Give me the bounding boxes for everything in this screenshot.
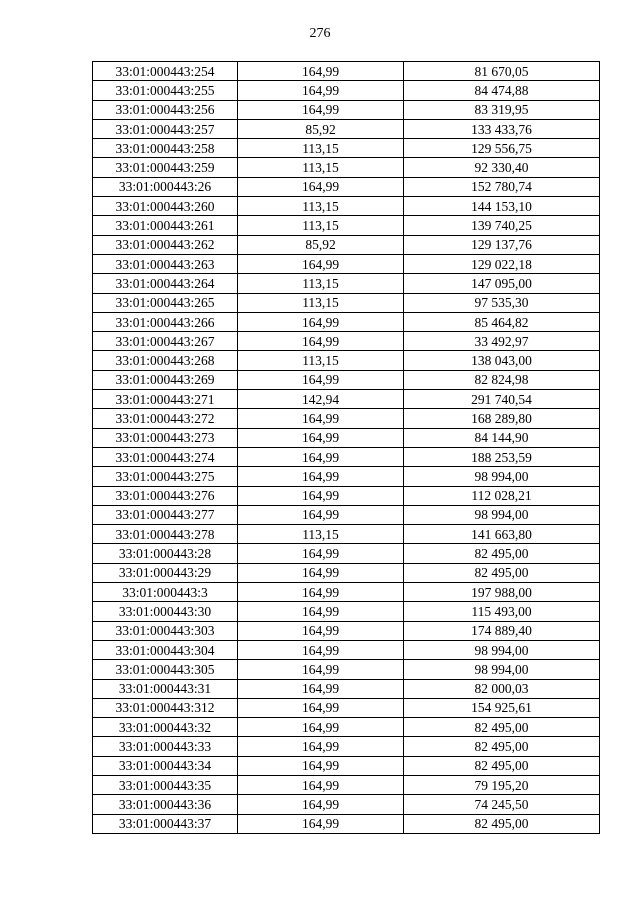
area-cell: 164,99 [238, 467, 404, 486]
table-row [93, 467, 600, 486]
area-cell: 164,99 [238, 698, 404, 717]
table-row [93, 447, 600, 466]
cadastral-number-cell: 33:01:000443:35 [93, 775, 238, 794]
cadastral-value-cell: 82 824,98 [404, 370, 600, 389]
cadastral-value-table [92, 61, 600, 834]
area-cell: 164,99 [238, 428, 404, 447]
cadastral-value-cell: 82 000,03 [404, 679, 600, 698]
table-row [93, 370, 600, 389]
cadastral-value-cell: 97 535,30 [404, 293, 600, 312]
cadastral-value-cell: 82 495,00 [404, 718, 600, 737]
area-cell: 164,99 [238, 370, 404, 389]
cadastral-number-cell: 33:01:000443:264 [93, 274, 238, 293]
cadastral-value-cell: 133 433,76 [404, 119, 600, 138]
table-row [93, 505, 600, 524]
cadastral-number-cell: 33:01:000443:31 [93, 679, 238, 698]
cadastral-value-cell: 82 495,00 [404, 544, 600, 563]
table-row [93, 81, 600, 100]
cadastral-number-cell: 33:01:000443:274 [93, 447, 238, 466]
area-cell: 113,15 [238, 158, 404, 177]
area-cell: 164,99 [238, 81, 404, 100]
table-row [93, 158, 600, 177]
cadastral-number-cell: 33:01:000443:36 [93, 795, 238, 814]
area-cell: 164,99 [238, 447, 404, 466]
cadastral-number-cell: 33:01:000443:261 [93, 216, 238, 235]
cadastral-value-cell: 82 495,00 [404, 814, 600, 833]
cadastral-value-cell: 129 556,75 [404, 139, 600, 158]
area-cell: 164,99 [238, 737, 404, 756]
table-row [93, 216, 600, 235]
cadastral-value-cell: 112 028,21 [404, 486, 600, 505]
cadastral-value-cell: 83 319,95 [404, 100, 600, 119]
area-cell: 113,15 [238, 139, 404, 158]
cadastral-number-cell: 33:01:000443:262 [93, 235, 238, 254]
cadastral-number-cell: 33:01:000443:260 [93, 197, 238, 216]
area-cell: 164,99 [238, 544, 404, 563]
area-cell: 164,99 [238, 660, 404, 679]
cadastral-value-cell: 85 464,82 [404, 312, 600, 331]
cadastral-value-cell: 139 740,25 [404, 216, 600, 235]
cadastral-value-cell: 147 095,00 [404, 274, 600, 293]
area-cell: 164,99 [238, 718, 404, 737]
cadastral-number-cell: 33:01:000443:30 [93, 602, 238, 621]
table-row [93, 583, 600, 602]
cadastral-value-cell: 84 474,88 [404, 81, 600, 100]
cadastral-number-cell: 33:01:000443:3 [93, 583, 238, 602]
table-row [93, 795, 600, 814]
cadastral-number-cell: 33:01:000443:265 [93, 293, 238, 312]
area-cell: 113,15 [238, 274, 404, 293]
table-row [93, 197, 600, 216]
area-cell: 164,99 [238, 332, 404, 351]
cadastral-number-cell: 33:01:000443:266 [93, 312, 238, 331]
table-row [93, 602, 600, 621]
cadastral-value-cell: 82 495,00 [404, 756, 600, 775]
area-cell: 164,99 [238, 505, 404, 524]
cadastral-number-cell: 33:01:000443:276 [93, 486, 238, 505]
cadastral-number-cell: 33:01:000443:278 [93, 525, 238, 544]
table-row [93, 486, 600, 505]
area-cell: 113,15 [238, 216, 404, 235]
table-row [93, 390, 600, 409]
cadastral-number-cell: 33:01:000443:255 [93, 81, 238, 100]
area-cell: 164,99 [238, 486, 404, 505]
cadastral-number-cell: 33:01:000443:26 [93, 177, 238, 196]
area-cell: 164,99 [238, 602, 404, 621]
cadastral-number-cell: 33:01:000443:32 [93, 718, 238, 737]
cadastral-number-cell: 33:01:000443:275 [93, 467, 238, 486]
cadastral-number-cell: 33:01:000443:28 [93, 544, 238, 563]
cadastral-number-cell: 33:01:000443:268 [93, 351, 238, 370]
area-cell: 164,99 [238, 814, 404, 833]
cadastral-number-cell: 33:01:000443:272 [93, 409, 238, 428]
table-row [93, 177, 600, 196]
cadastral-value-cell: 154 925,61 [404, 698, 600, 717]
table-row [93, 640, 600, 659]
area-cell: 164,99 [238, 254, 404, 273]
cadastral-number-cell: 33:01:000443:258 [93, 139, 238, 158]
area-cell: 164,99 [238, 563, 404, 582]
cadastral-value-cell: 82 495,00 [404, 737, 600, 756]
cadastral-number-cell: 33:01:000443:267 [93, 332, 238, 351]
cadastral-number-cell: 33:01:000443:303 [93, 621, 238, 640]
table-row [93, 428, 600, 447]
area-cell: 164,99 [238, 756, 404, 775]
cadastral-number-cell: 33:01:000443:259 [93, 158, 238, 177]
table-row [93, 274, 600, 293]
cadastral-value-cell: 98 994,00 [404, 640, 600, 659]
table-row [93, 718, 600, 737]
table-row [93, 351, 600, 370]
table-row [93, 679, 600, 698]
cadastral-value-cell: 291 740,54 [404, 390, 600, 409]
cadastral-value-cell: 84 144,90 [404, 428, 600, 447]
table-row [93, 293, 600, 312]
cadastral-value-cell: 168 289,80 [404, 409, 600, 428]
cadastral-number-cell: 33:01:000443:312 [93, 698, 238, 717]
cadastral-value-cell: 81 670,05 [404, 62, 600, 81]
table-row [93, 409, 600, 428]
area-cell: 164,99 [238, 621, 404, 640]
table-row [93, 621, 600, 640]
cadastral-value-cell: 33 492,97 [404, 332, 600, 351]
area-cell: 164,99 [238, 795, 404, 814]
cadastral-value-cell: 74 245,50 [404, 795, 600, 814]
area-cell: 164,99 [238, 409, 404, 428]
cadastral-number-cell: 33:01:000443:254 [93, 62, 238, 81]
cadastral-value-cell: 82 495,00 [404, 563, 600, 582]
cadastral-value-cell: 98 994,00 [404, 467, 600, 486]
cadastral-value-cell: 129 022,18 [404, 254, 600, 273]
area-cell: 113,15 [238, 351, 404, 370]
area-cell: 164,99 [238, 679, 404, 698]
cadastral-number-cell: 33:01:000443:269 [93, 370, 238, 389]
cadastral-number-cell: 33:01:000443:305 [93, 660, 238, 679]
cadastral-value-cell: 79 195,20 [404, 775, 600, 794]
table-row [93, 312, 600, 331]
area-cell: 113,15 [238, 197, 404, 216]
area-cell: 113,15 [238, 525, 404, 544]
table-row [93, 756, 600, 775]
area-cell: 85,92 [238, 119, 404, 138]
table-row [93, 119, 600, 138]
area-cell: 164,99 [238, 640, 404, 659]
area-cell: 85,92 [238, 235, 404, 254]
cadastral-value-cell: 141 663,80 [404, 525, 600, 544]
cadastral-number-cell: 33:01:000443:34 [93, 756, 238, 775]
cadastral-number-cell: 33:01:000443:271 [93, 390, 238, 409]
cadastral-value-cell: 115 493,00 [404, 602, 600, 621]
table-row [93, 698, 600, 717]
area-cell: 164,99 [238, 100, 404, 119]
area-cell: 164,99 [238, 775, 404, 794]
table-row [93, 525, 600, 544]
area-cell: 164,99 [238, 583, 404, 602]
cadastral-value-cell: 174 889,40 [404, 621, 600, 640]
cadastral-value-cell: 92 330,40 [404, 158, 600, 177]
table-row [93, 332, 600, 351]
area-cell: 164,99 [238, 177, 404, 196]
table-row [93, 814, 600, 833]
cadastral-number-cell: 33:01:000443:273 [93, 428, 238, 447]
page-number: 276 [309, 26, 331, 41]
table-row [93, 737, 600, 756]
cadastral-value-cell: 98 994,00 [404, 505, 600, 524]
area-cell: 142,94 [238, 390, 404, 409]
area-cell: 113,15 [238, 293, 404, 312]
area-cell: 164,99 [238, 312, 404, 331]
area-cell: 164,99 [238, 62, 404, 81]
cadastral-number-cell: 33:01:000443:257 [93, 119, 238, 138]
table-row [93, 660, 600, 679]
cadastral-number-cell: 33:01:000443:256 [93, 100, 238, 119]
cadastral-value-cell: 144 153,10 [404, 197, 600, 216]
cadastral-number-cell: 33:01:000443:304 [93, 640, 238, 659]
cadastral-value-cell: 98 994,00 [404, 660, 600, 679]
table-row [93, 100, 600, 119]
cadastral-number-cell: 33:01:000443:263 [93, 254, 238, 273]
table-body [93, 62, 600, 834]
table-row [93, 563, 600, 582]
table-row [93, 254, 600, 273]
cadastral-number-cell: 33:01:000443:29 [93, 563, 238, 582]
cadastral-value-cell: 129 137,76 [404, 235, 600, 254]
table-row [93, 62, 600, 81]
cadastral-value-cell: 197 988,00 [404, 583, 600, 602]
cadastral-value-cell: 152 780,74 [404, 177, 600, 196]
table-row [93, 775, 600, 794]
cadastral-number-cell: 33:01:000443:33 [93, 737, 238, 756]
cadastral-value-cell: 138 043,00 [404, 351, 600, 370]
cadastral-number-cell: 33:01:000443:277 [93, 505, 238, 524]
table-row [93, 544, 600, 563]
cadastral-number-cell: 33:01:000443:37 [93, 814, 238, 833]
table-row [93, 235, 600, 254]
cadastral-value-cell: 188 253,59 [404, 447, 600, 466]
table-row [93, 139, 600, 158]
